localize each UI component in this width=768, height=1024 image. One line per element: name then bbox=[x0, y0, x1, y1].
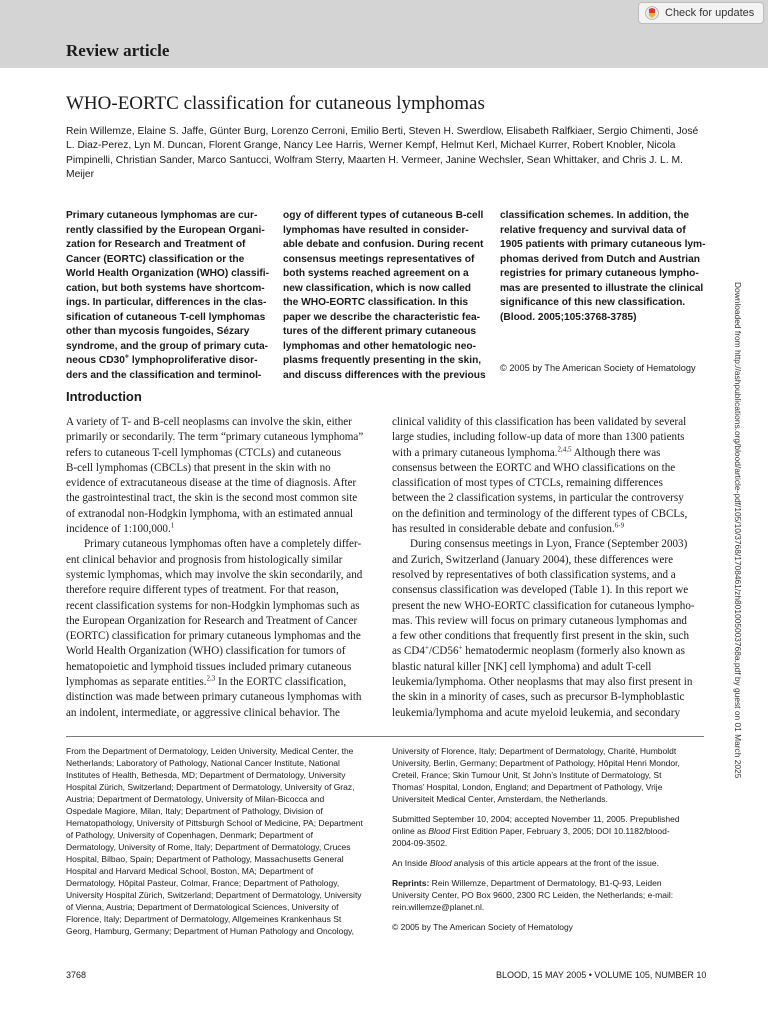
body-line: between the 2 classification systems, in particular the controversy bbox=[392, 492, 684, 505]
abstract-line bbox=[66, 354, 272, 369]
affiliation-line: Hospital Zürich, Switzerland; Department of Dermatology, University of Graz, bbox=[66, 782, 355, 792]
submission-line: Submitted September 10, 2004; accepted November 11, 2005. Prepublished bbox=[392, 814, 680, 824]
body-line bbox=[66, 675, 378, 690]
abstract-line: significance of this new classification. bbox=[500, 297, 686, 308]
affiliation-line: Austria; Department of Dermatology, University of Milan-Bicocca and bbox=[66, 794, 325, 804]
body-line: distinction was made between primary cutaneous lymphomas with bbox=[66, 691, 362, 704]
body-line: hematopoietic and lymphoid tissues included primary cutaneous bbox=[66, 660, 352, 673]
abstract-line: ogy of different types of cutaneous B-cell bbox=[283, 210, 484, 221]
journal-name: Blood bbox=[428, 826, 451, 836]
journal-name: Blood bbox=[429, 858, 452, 868]
body-line: present the new WHO-EORTC classification for cutaneous lympho- bbox=[392, 599, 695, 612]
abstract-line: both systems reached agreement on a bbox=[283, 268, 469, 279]
abstract-line: Primary cutaneous lymphomas are cur- bbox=[66, 210, 258, 221]
body-line: B-cell lymphomas (CBCLs) that present in the skin with no bbox=[66, 461, 331, 474]
abstract-line: World Health Organization (WHO) classifi- bbox=[66, 268, 270, 279]
affiliation-line: Georg, Hamburg, Germany; Department of Human Pathology and Oncology, bbox=[66, 926, 355, 936]
footnotes-right bbox=[392, 745, 704, 933]
body-line: a few other conditions that frequently first present in the skin, such bbox=[392, 630, 689, 643]
body-line: recent classification systems for non-Hodgkin lymphomas such as bbox=[66, 599, 360, 612]
abstract-line: classification schemes. In addition, the bbox=[500, 210, 690, 221]
body-text: lymphomas as separate entities. bbox=[66, 676, 207, 689]
abstract-line: new classification, which is now called bbox=[283, 282, 471, 294]
note-text: An Inside bbox=[392, 858, 430, 868]
body-line bbox=[392, 446, 704, 461]
body-line: the gastrointestinal tract, the skin is the second most common site bbox=[66, 492, 358, 505]
affiliation-line: University Hospital Zürich, Switzerland; Department of Dermatology, University bbox=[66, 890, 362, 900]
body-text: Although there was bbox=[571, 446, 661, 459]
body-line: World Health Organization (WHO) classification for tumors of bbox=[66, 645, 346, 658]
body-line: consensus between the EORTC and WHO classifications on the bbox=[392, 461, 676, 474]
citation: 2,4,5 bbox=[557, 444, 572, 453]
body-line: of extranodal non-Hodgkin lymphoma, with an estimated annual bbox=[66, 507, 354, 520]
affiliation-line: Dermatology, University of Rome, Italy; Department of Dermatology, Cruces bbox=[66, 842, 351, 852]
body-line: classification of most types of CTCLs, remaining differences bbox=[392, 477, 663, 490]
body-line: Primary cutaneous lymphomas often have a completely differ- bbox=[84, 538, 362, 551]
body-line: the skin in a minority of cases, such as precursor B-lymphoblastic bbox=[392, 691, 685, 704]
affiliation-line: Netherlands; Laboratory of Pathology, National Cancer Institute, National bbox=[66, 758, 340, 768]
affiliation-line: Hospital, Bilbao, Spain; Department of Pathology, Massachusetts General bbox=[66, 854, 344, 864]
abstract-line: zation for Research and Treatment of bbox=[66, 239, 246, 250]
affiliation-line: of Pathology, University of Copenhagen, Denmark; Department of bbox=[66, 830, 313, 840]
submission-text: First Edition Paper, February 3, 2005; DOI 10.1182/blood- bbox=[450, 826, 670, 836]
abstract-line: (Blood. 2005;105:3768-3785) bbox=[500, 311, 637, 323]
body-line: primarily or secondarily. The term “primary cutaneous lymphoma” bbox=[66, 431, 364, 444]
abstract-line: able debate and confusion. During recent bbox=[283, 239, 484, 250]
abstract-line: Cancer (EORTC) classification or the bbox=[66, 253, 245, 265]
abstract-line: tures of the different primary cutaneous bbox=[283, 326, 477, 337]
body-line: therefore require different types of treatment. For that reason, bbox=[66, 584, 339, 597]
introduction-heading: Introduction bbox=[66, 389, 142, 404]
abstract-column-1 bbox=[66, 209, 272, 383]
inside-blood-note bbox=[392, 857, 704, 869]
body-line: mas. This review will focus on primary cutaneous lymphomas and bbox=[392, 614, 687, 627]
body-line: During consensus meetings in Lyon, France (September 2003) bbox=[410, 538, 688, 551]
abstract-line: rently classified by the European Organi- bbox=[66, 224, 265, 236]
body-line: on the definition and terminology of the different types of CBCLs, bbox=[392, 507, 688, 520]
abstract-line: sification of cutaneous T-cell lymphomas bbox=[66, 311, 266, 323]
abstract-line: the WHO-EORTC classification. In this bbox=[283, 297, 469, 308]
superscript: + bbox=[458, 643, 463, 652]
abstract-column-2 bbox=[283, 209, 487, 383]
body-line: ent clinical behavior and prognosis from histologically similar bbox=[66, 553, 343, 566]
check-for-updates-label: Check for updates bbox=[665, 7, 755, 19]
body-text: with a primary cutaneous lymphoma. bbox=[392, 446, 558, 459]
body-text: has resulted in considerable debate and confusion. bbox=[392, 523, 615, 536]
intro-right-column bbox=[392, 415, 704, 721]
footnote-divider bbox=[66, 736, 704, 737]
reprints-line: University Center, PO Box 9600, 2300 RC Leiden, the Netherlands; e-mail: bbox=[392, 890, 674, 900]
body-line bbox=[66, 522, 378, 537]
body-text: as CD4 bbox=[392, 645, 425, 658]
reprints-line bbox=[392, 877, 704, 889]
affiliation-line: Dermatology, Hôpital Pasteur, Colmar, France; Department of Pathology, bbox=[66, 878, 340, 888]
download-watermark-text: Downloaded from http://ashpublications.org/blood/article-pdf/105/10/3768/1708461/zh801005003768a.pdf by guest on 01 March 2025 bbox=[733, 282, 743, 779]
abstract-line: ders and the classification and terminol- bbox=[66, 369, 262, 381]
body-text: In the EORTC classification, bbox=[215, 676, 347, 689]
abstract-line: syndrome, and the group of primary cuta- bbox=[66, 340, 269, 352]
abstract-line: and discuss differences with the previous bbox=[283, 369, 486, 381]
body-line: refers to cutaneous T-cell lymphomas (CTCLs) and cutaneous bbox=[66, 446, 342, 459]
body-line: and Zurich, Switzerland (January 2004), these differences were bbox=[392, 553, 674, 566]
article-type-label: Review article bbox=[66, 41, 170, 60]
check-for-updates-button[interactable] bbox=[638, 2, 764, 24]
author-list: Rein Willemze, Elaine S. Jaffe, Günter Burg, Lorenzo Cerroni, Emilio Berti, Steven H. Swerdlow, Elisabeth Ralfkiaer, Sergio Chimenti, José L. Diaz-Perez, Lyn M. Duncan, Florent Grange, Nancy Lee Harris, Werner Kempf, Helmut Kerl, Michael Kurrer, Robert Knobler, Nicola Pimpinelli, Christian Sander, Marco Santucci, Wolfram Sterry, Maarten H. Vermeer, Janine Wechsler, Sean Whittaker, and Chris J. L. M. Meijer bbox=[66, 126, 699, 181]
body-text: hematodermic neoplasm (formerly also known as bbox=[462, 645, 685, 658]
footnote-copyright: © 2005 by The American Society of Hematology bbox=[392, 922, 573, 932]
abstract-line: relative frequency and survival data of bbox=[500, 224, 686, 236]
superscript: + bbox=[424, 643, 429, 652]
abstract-line: other than mycosis fungoides, Sézary bbox=[66, 326, 250, 337]
body-line: an indolent, intermediate, or aggressive clinical behavior. The bbox=[66, 706, 340, 719]
body-line: systemic lymphomas, which may involve the skin secondarily, and bbox=[66, 568, 363, 581]
body-line: consensus classification was developed (Table 1). In this report we bbox=[392, 584, 689, 597]
article-title: WHO-EORTC classification for cutaneous lymphomas bbox=[66, 93, 485, 114]
body-line: clinical validity of this classification has been validated by several bbox=[392, 416, 687, 428]
reprints-label: Reprints: bbox=[392, 878, 430, 888]
affiliations-left bbox=[66, 745, 378, 937]
submission-line: 2004-09-3502. bbox=[392, 838, 448, 848]
note-text: analysis of this article appears at the front of the issue. bbox=[451, 858, 659, 868]
abstract-text: lymphoproliferative disor- bbox=[128, 355, 258, 366]
reprints-email[interactable]: rein.willemze@planet.nl. bbox=[392, 902, 485, 912]
abstract-copyright: © 2005 by The American Society of Hematology bbox=[500, 363, 696, 373]
body-line: blastic natural killer [NK] cell lymphoma) and adult T-cell bbox=[392, 660, 652, 673]
abstract-line: lymphomas have resulted in consider- bbox=[283, 224, 469, 236]
body-line: (EORTC) classification for primary cutaneous lymphomas and the bbox=[66, 630, 361, 643]
affiliation-line: Thomas’ Hospital, London, England; and Department of Pathology, Vrije bbox=[392, 782, 663, 792]
page-number: 3768 bbox=[66, 970, 87, 980]
affiliation-line: From the Department of Dermatology, Leiden University, Medical Center, the bbox=[66, 746, 354, 756]
reprints-text: Rein Willemze, Department of Dermatology, B1-Q-93, Leiden bbox=[429, 878, 662, 888]
affiliation-line: Hospital and Harvard Medical School, Boston, MA; Department of bbox=[66, 866, 314, 876]
submission-line bbox=[392, 825, 704, 837]
abstract-line: registries for primary cutaneous lympho- bbox=[500, 268, 699, 279]
abstract-line: ings. In particular, differences in the clas- bbox=[66, 297, 267, 308]
affiliation-line: University, Berlin, Germany; Department of Pathology, Hôpital Henri Mondor, bbox=[392, 758, 680, 768]
intro-left-column bbox=[66, 415, 378, 721]
body-line: A variety of T- and B-cell neoplasms can involve the skin, either bbox=[66, 416, 352, 428]
abstract-line: lymphomas and other hematologic neo- bbox=[283, 340, 477, 352]
affiliation-line: Ospedale Magiore, Milan, Italy; Department of Pathology, Division of bbox=[66, 806, 323, 816]
body-line bbox=[392, 522, 704, 537]
body-line: leukemia/lymphoma and acute myeloid leukemia, and secondary bbox=[392, 706, 681, 719]
body-line: evidence of extracutaneous disease at the time of diagnosis. After bbox=[66, 477, 357, 490]
affiliation-line: Florence, Italy; Department of Dermatology, Allgemeines Krankenhaus St bbox=[66, 914, 342, 924]
abstract-column-3 bbox=[500, 209, 710, 376]
body-text: incidence of 1:100,000. bbox=[66, 523, 171, 536]
abstract-line: mas are presented to illustrate the clinical bbox=[500, 282, 704, 294]
affiliation-line: Hematopathology, University of Pittsburgh School of Medicine, PA; Department bbox=[66, 818, 363, 828]
body-line: resolved by representatives of both classification systems, and a bbox=[392, 568, 676, 581]
abstract-line: plasms frequently presenting in the skin, bbox=[283, 355, 482, 366]
affiliation-line: University of Florence, Italy; Department of Dermatology, Charité, Humboldt bbox=[392, 746, 677, 756]
abstract-line: 1905 patients with primary cutaneous lym- bbox=[500, 239, 706, 250]
abstract-line: paper we describe the characteristic fea- bbox=[283, 311, 481, 323]
body-line: the European Organization for Research and Treatment of Cancer bbox=[66, 614, 358, 627]
body-line: leukemia/lymphoma. Other neoplasms that may also first present in bbox=[392, 676, 693, 689]
abstract-line: phomas derived from Dutch and Austrian bbox=[500, 253, 701, 265]
affiliation-line: Universiteit Medical Center, Amsterdam, the Netherlands. bbox=[392, 794, 608, 804]
superscript: + bbox=[124, 353, 129, 361]
citation: 2,3 bbox=[206, 674, 216, 683]
affiliation-line: Creteil, France; Skin Tumour Unit, St John’s Institute of Dermatology, St bbox=[392, 770, 662, 780]
submission-text: online as bbox=[392, 826, 429, 836]
body-line bbox=[392, 644, 704, 659]
journal-citation: BLOOD, 15 MAY 2005 • VOLUME 105, NUMBER 10 bbox=[496, 970, 707, 980]
affiliation-line: of Vienna, Austria; Department of Dermatological Sciences, University of bbox=[66, 902, 339, 912]
abstract-line: consensus meetings representatives of bbox=[283, 253, 475, 265]
citation: 1 bbox=[170, 521, 175, 530]
body-line: large studies, including follow-up data of more than 1300 patients bbox=[392, 431, 685, 444]
body-text: /CD56 bbox=[428, 645, 459, 658]
abstract-line: cation, but both systems have shortcom- bbox=[66, 282, 265, 294]
citation: 6-9 bbox=[614, 521, 625, 530]
crossmark-badge-icon bbox=[645, 6, 659, 20]
abstract-text: neous CD30 bbox=[66, 355, 125, 366]
affiliation-line: Institutes of Health, Bethesda, MD; Department of Dermatology, University bbox=[66, 770, 346, 780]
